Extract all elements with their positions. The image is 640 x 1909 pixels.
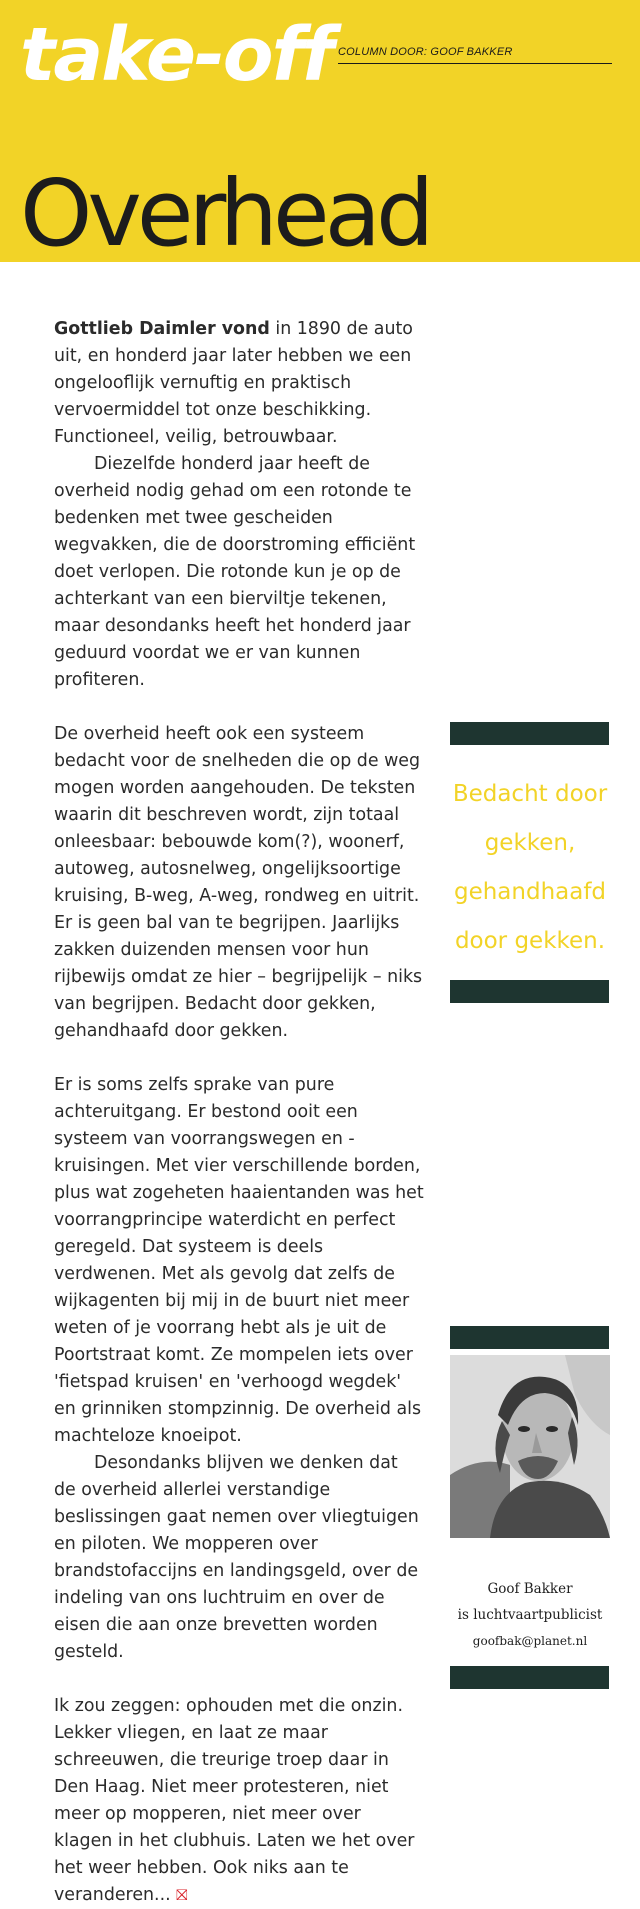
author-caption bbox=[440, 1576, 620, 1654]
paragraph-3: De overheid heeft ook een systeem bedacht voor de snelheden die op de weg mogen worden aangehouden. De teksten waarin dit beschreven wordt, zijn totaal onleesbaar: bebouwde kom(?), woonerf, autoweg, autosnelweg, ongelijksoortige kruising, B-weg, A-weg, rondweg en uitrit. Er is geen bal van te begrijpen. Jaarlijks zakken duizenden mensen voor hun rijbewijs omdat ze hier – begrijpelijk – niks van begrijpen. Bedacht door gekken, gehandhaafd door gekken. bbox=[54, 724, 423, 1041]
article-title: Overhead bbox=[20, 160, 430, 267]
paragraph-6 bbox=[54, 1693, 424, 1909]
quote-top-bar bbox=[450, 722, 609, 745]
author-role: is luchtvaartpublicist bbox=[457, 1607, 603, 1623]
lead-in: Gottlieb Daimler vond bbox=[54, 319, 270, 339]
paragraph-5: Desondanks blijven we denken dat de overheid allerlei verstandige beslissingen gaat nemen over vliegtuigen en piloten. We mopperen over brandstofaccijns en landingsgeld, over de indeling van ons luchtruim en over de eisen die aan onze brevetten worden gesteld. bbox=[54, 1453, 419, 1662]
caption-bottom-bar bbox=[450, 1666, 609, 1689]
paragraph-4: Er is soms zelfs sprake van pure achteruitgang. Er bestond ooit een systeem van voorrangswegen en -kruisingen. Met vier verschillende borden, plus wat zogeheten haaientanden was het voorrangprincipe waterdicht en perfect geregeld. Dat systeem is deels verdwenen. Met als gevolg dat zelfs de wijkagenten bij mij in de buurt niet meer weten of je voorrang hebt als je uit de Poortstraat komt. Ze mompelen iets over 'fietspad kruisen' en 'verhoogd wegdek' en grinniken stompzinnig. De overheid als machteloze knoeipot. bbox=[54, 1075, 424, 1446]
column-byline: COLUMN DOOR: GOOF BAKKER bbox=[338, 46, 513, 58]
magazine-section-logo: take-off bbox=[20, 12, 333, 98]
end-mark-icon: ⛝ bbox=[176, 1886, 188, 1904]
paragraph-1 bbox=[54, 316, 424, 451]
paragraph-6-text: Ik zou zeggen: ophouden met die onzin. Lekker vliegen, en laat ze maar schreeuwen, die treurige troep daar in Den Haag. Niet meer protesteren, niet meer op mopperen, niet meer over klagen in het clubhuis. Laten we het over het weer hebben. Ook niks aan te veranderen... bbox=[54, 1696, 415, 1905]
paragraph-2: Diezelfde honderd jaar heeft de overheid nodig gehad om een rotonde te bedenken met twee gescheiden wegvakken, die de doorstroming efficiënt doet verlopen. Die rotonde kun je op de achterkant van een bierviltje tekenen, maar desondanks heeft het honderd jaar geduurd voordat we er van kunnen profiteren. bbox=[54, 454, 416, 690]
quote-bottom-bar bbox=[450, 980, 609, 1003]
pull-quote: Bedacht door gekken, gehandhaafd door gekken. bbox=[452, 781, 608, 954]
author-portrait-icon bbox=[450, 1355, 610, 1538]
paragraph-1-text: in 1890 de auto uit, en honderd jaar later hebben we een ongelooflijk vernuftig en praktisch vervoermiddel tot onze beschikking. Functioneel, veilig, betrouwbaar. bbox=[54, 319, 413, 447]
photo-top-bar bbox=[450, 1326, 609, 1349]
author-email: goofbak@planet.nl bbox=[472, 1634, 588, 1648]
author-name: Goof Bakker bbox=[487, 1581, 573, 1597]
byline-divider bbox=[338, 63, 612, 64]
article-body bbox=[54, 316, 424, 1909]
